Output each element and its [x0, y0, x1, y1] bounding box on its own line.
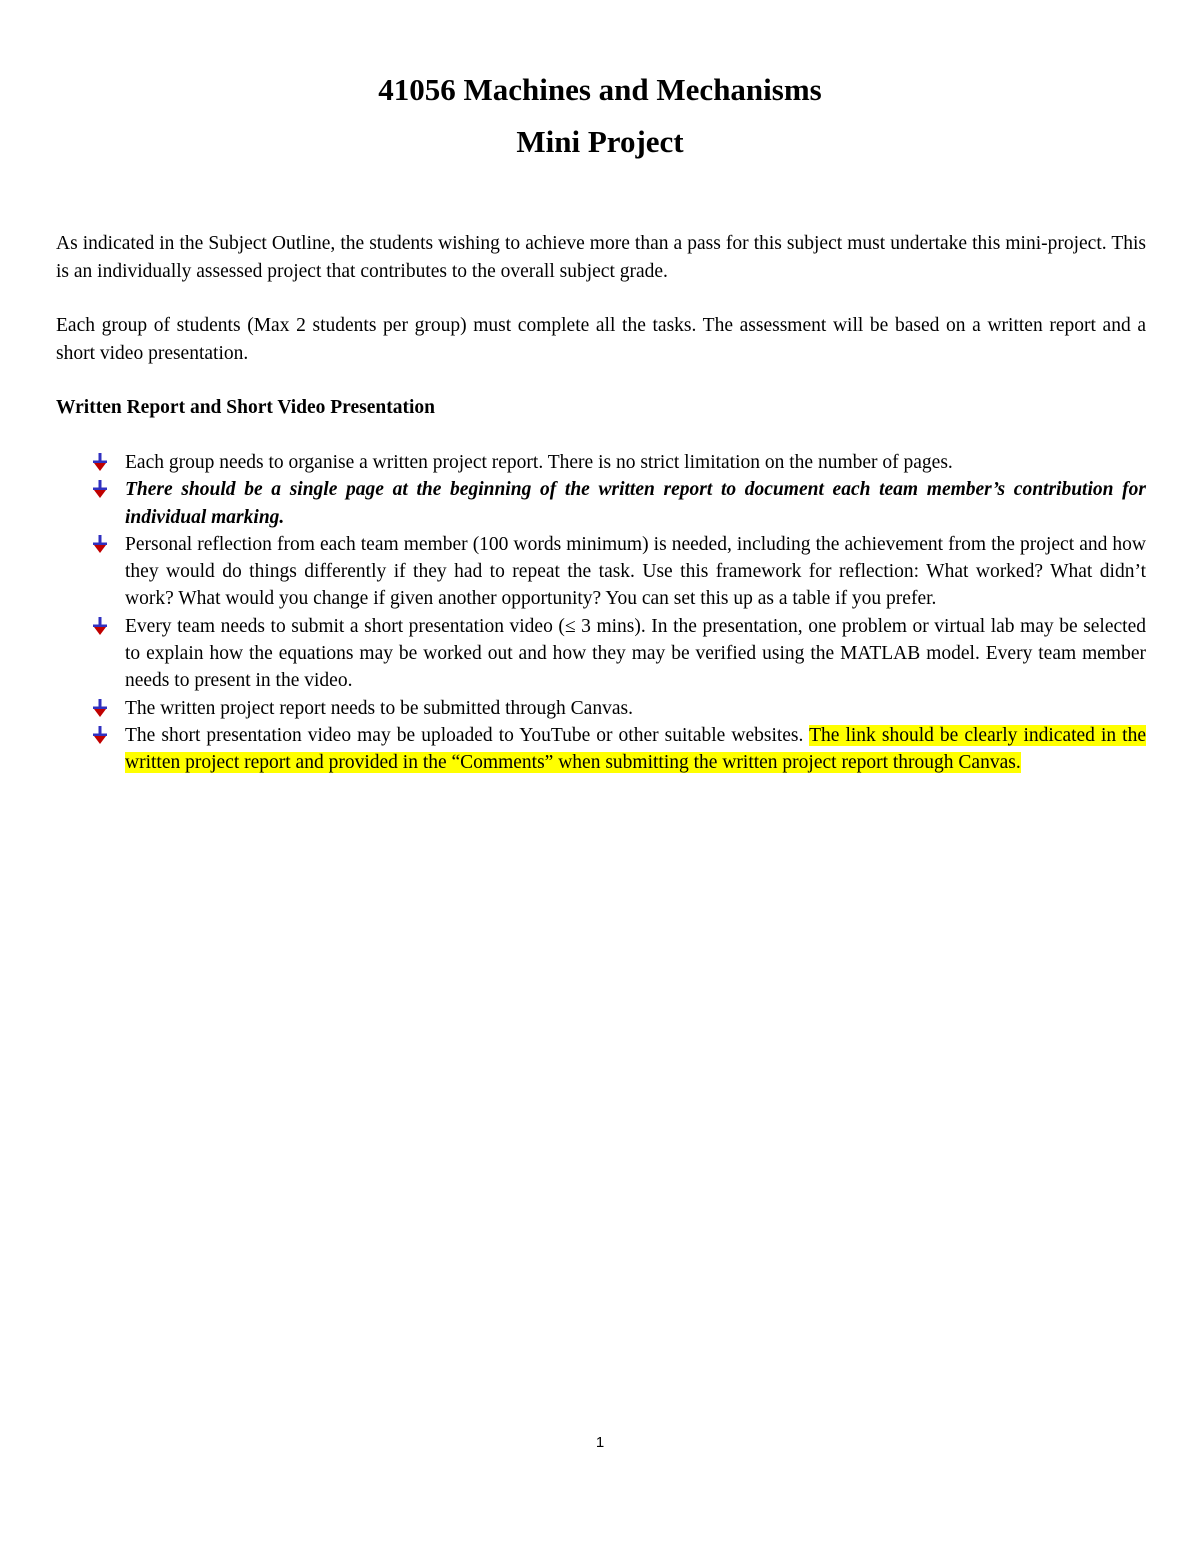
- document-subtitle: Mini Project: [516, 124, 684, 159]
- intro-paragraph: As indicated in the Subject Outline, the students wishing to achieve more than a pass for this subject must undertake this mini-project. This is an individually assessed project that contributes to the overall subject grade.: [56, 233, 1146, 282]
- list-item-text: The short presentation video may be uploaded to YouTube or other suitable websites.: [125, 724, 804, 746]
- list-item: [56, 722, 1146, 777]
- page-number: 1: [595, 1434, 605, 1451]
- document-title: 41056 Machines and Mechanisms: [378, 72, 822, 107]
- arrow-down-bullet-icon: [90, 452, 110, 472]
- arrow-down-bullet-icon: [90, 616, 110, 636]
- list-item: [56, 695, 1146, 722]
- arrow-down-bullet-icon: [90, 479, 110, 499]
- list-item: [56, 531, 1146, 613]
- list-item-text: There should be a single page at the beginning of the written report to document each team member’s contribution for individual marking.: [125, 479, 1146, 528]
- group-paragraph: Each group of students (Max 2 students per group) must complete all the tasks. The assessment will be based on a written report and a short video presentation.: [56, 315, 1146, 364]
- list-item-text: The written project report needs to be submitted through Canvas.: [125, 697, 633, 719]
- list-item-text: Each group needs to organise a written project report. There is no strict limitation on the number of pages.: [125, 452, 953, 473]
- list-item-text: Personal reflection from each team member (100 words minimum) is needed, including the achievement from the project and how they would do things differently if they had to repeat the task. Use this framework for reflection: What worked? What didn’t work? What would you change if given another opportunity? You can set this up as a table if you prefer.: [125, 533, 1146, 610]
- arrow-down-bullet-icon: [90, 698, 110, 718]
- list-item: [56, 449, 1146, 476]
- list-item: [56, 613, 1146, 695]
- arrow-down-bullet-icon: [90, 534, 110, 554]
- highlighted-text: The link should be clearly indicated in the written project report and provided in the “Comments” when submitting the written project report through Canvas.: [125, 724, 1146, 774]
- list-item-text: Every team needs to submit a short presentation video (≤ 3 mins). In the presentation, one problem or virtual lab may be selected to explain how the equations may be worked out and how they may be verified using the MATLAB model. Every team member needs to present in the video.: [125, 615, 1146, 692]
- arrow-down-bullet-icon: [90, 725, 110, 745]
- requirements-list: [56, 449, 1146, 777]
- list-item: [56, 476, 1146, 531]
- section-heading: Written Report and Short Video Presentation: [56, 397, 435, 418]
